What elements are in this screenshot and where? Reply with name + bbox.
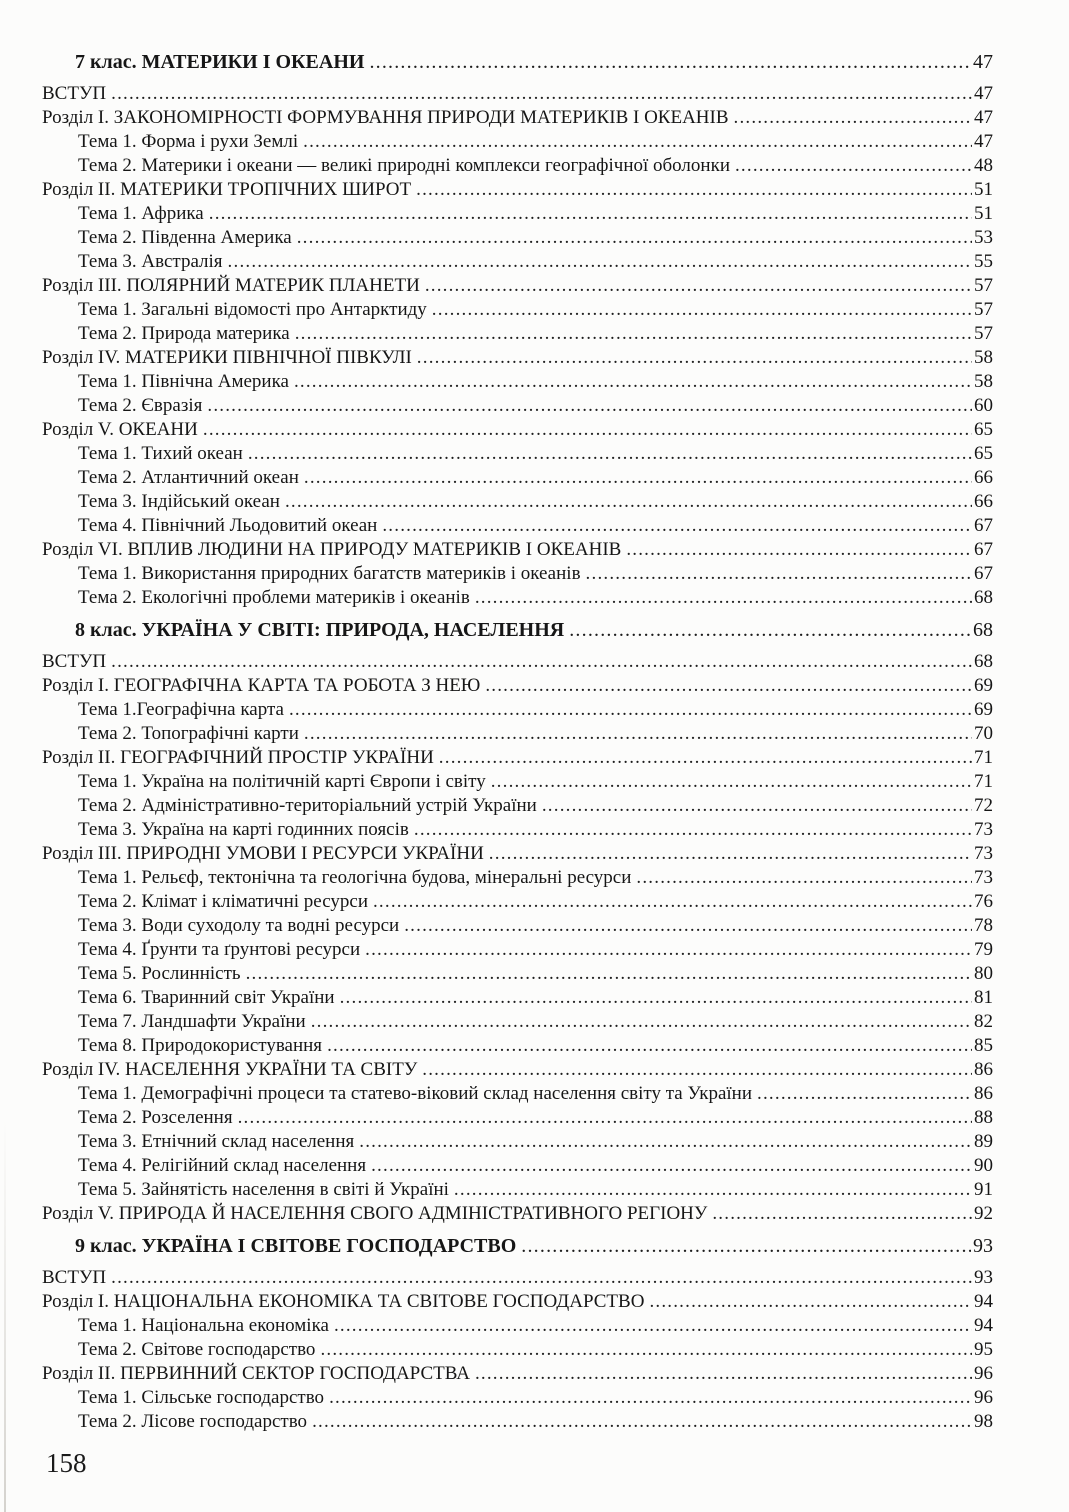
dot-leader-decoration [712,1202,972,1226]
toc-entry-title: Розділ II. ПЕРВИННИЙ СЕКТОР ГОСПОДАРСТВА [42,1363,470,1384]
toc-entry-page: 86 [974,1083,993,1104]
toc-entry-title: ВСТУП [42,83,107,104]
dot-leader-decoration [416,178,972,202]
toc-entry-title: Розділ I. ГЕОГРАФІЧНА КАРТА ТА РОБОТА З НЕЮ [42,675,481,696]
dot-leader-decoration [329,1386,972,1410]
toc-entry-title: Тема 1. Використання природних багатств материків і океанів [78,563,581,584]
toc-entry-page: 80 [974,963,993,984]
toc-entry [42,818,993,842]
dot-leader-decoration [369,50,971,74]
toc-entry-title: 9 клас. УКРАЇНА І СВІТОВЕ ГОСПОДАРСТВО [75,1235,517,1257]
toc-entry [42,1410,993,1434]
dot-leader-decoration [542,794,972,818]
dot-leader-decoration [439,746,972,770]
toc-entry-page: 66 [974,467,993,488]
toc-entry [42,154,993,178]
toc-entry-page: 68 [974,651,993,672]
dot-leader-decoration [649,1290,972,1314]
scan-edge-artifact [4,1120,6,1512]
toc-entry-page: 73 [974,867,993,888]
table-of-contents [42,50,993,1434]
toc-entry-page: 51 [974,203,993,224]
toc-entry-page: 93 [973,1235,993,1257]
dot-leader-decoration [365,938,972,962]
dot-leader-decoration [228,250,972,274]
toc-entry-title: ВСТУП [42,1267,107,1288]
toc-entry-page: 82 [974,1011,993,1032]
toc-entry [42,1314,993,1338]
toc-entry-page: 71 [974,771,993,792]
dot-leader-decoration [238,1106,972,1130]
toc-entry-page: 95 [974,1339,993,1360]
toc-entry [42,1154,993,1178]
dot-leader-decoration [304,466,972,490]
toc-entry-page: 57 [974,299,993,320]
toc-entry [42,514,993,538]
dot-leader-decoration [373,890,972,914]
toc-entry [42,274,993,298]
toc-entry-page: 47 [974,107,993,128]
toc-entry [42,538,993,562]
toc-entry-title: Тема 2. Материки і океани — великі природні комплекси географічної оболонки [78,155,730,176]
toc-entry-page: 51 [974,179,993,200]
toc-entry [42,1338,993,1362]
toc-entry [42,250,993,274]
toc-entry-title: Тема 2. Топографічні карти [78,723,299,744]
toc-entry-title: Тема 3. Етнічний склад населення [78,1131,355,1152]
dot-leader-decoration [371,1154,972,1178]
toc-entry-page: 55 [974,251,993,272]
toc-entry-page: 67 [974,515,993,536]
toc-entry-title: 8 клас. УКРАЇНА У СВІТІ: ПРИРОДА, НАСЕЛЕННЯ [75,619,565,641]
dot-leader-decoration [735,154,972,178]
toc-entry [42,722,993,746]
toc-entry [42,1362,993,1386]
toc-entry-title: Тема 4. Релігійний склад населення [78,1155,367,1176]
toc-entry-title: Тема 2. Лісове господарство [78,1411,308,1432]
dot-leader-decoration [320,1338,972,1362]
toc-entry-page: 71 [974,747,993,768]
toc-entry-page: 69 [974,675,993,696]
dot-leader-decoration [414,818,972,842]
toc-entry [42,866,993,890]
dot-leader-decoration [295,322,972,346]
toc-entry-title: Тема 1. Африка [78,203,204,224]
toc-entry [42,394,993,418]
toc-entry-title: Тема 3. Україна на карті годинних поясів [78,819,409,840]
dot-leader-decoration [425,274,972,298]
toc-entry-title: Розділ III. ПРИРОДНІ УМОВИ І РЕСУРСИ УКРАЇНИ [42,843,484,864]
toc-entry [42,178,993,202]
toc-entry [42,466,993,490]
toc-entry [42,1058,993,1082]
toc-entry-page: 93 [974,1267,993,1288]
toc-entry-page: 57 [974,275,993,296]
dot-leader-decoration [207,394,972,418]
dot-leader-decoration [340,986,972,1010]
toc-entry-title: Тема 2. Клімат і кліматичні ресурси [78,891,368,912]
toc-entry-title: 7 клас. МАТЕРИКИ І ОКЕАНИ [75,51,365,73]
toc-entry-title: Розділ VI. ВПЛИВ ЛЮДИНИ НА ПРИРОДУ МАТЕРИКІВ І ОКЕАНІВ [42,539,622,560]
dot-leader-decoration [521,1234,971,1258]
toc-entry-title: Тема 1.Географічна карта [78,699,284,720]
toc-entry [42,698,993,722]
toc-entry-page: 88 [974,1107,993,1128]
toc-entry-page: 73 [974,819,993,840]
dot-leader-decoration [311,1010,972,1034]
toc-entry-page: 65 [974,443,993,464]
toc-entry-title: Тема 3. Австралія [78,251,223,272]
dot-leader-decoration [586,562,972,586]
toc-entry [42,490,993,514]
toc-entry [42,650,993,674]
dot-leader-decoration [475,1362,972,1386]
dot-leader-decoration [489,842,972,866]
dot-leader-decoration [454,1178,972,1202]
dot-leader-decoration [248,442,972,466]
toc-entry-title: Розділ II. МАТЕРИКИ ТРОПІЧНИХ ШИРОТ [42,179,412,200]
toc-entry-page: 58 [974,347,993,368]
toc-entry-title: Тема 7. Ландшафти України [78,1011,306,1032]
dot-leader-decoration [304,722,972,746]
toc-entry-page: 48 [974,155,993,176]
dot-leader-decoration [636,866,972,890]
toc-section-header [42,50,993,74]
toc-entry-page: 89 [974,1131,993,1152]
toc-entry-page: 67 [974,563,993,584]
dot-leader-decoration [111,1266,972,1290]
toc-entry-page: 73 [974,843,993,864]
dot-leader-decoration [569,618,971,642]
toc-entry [42,1178,993,1202]
dot-leader-decoration [297,226,972,250]
toc-entry-page: 96 [974,1387,993,1408]
toc-entry-title: Розділ IV. НАСЕЛЕННЯ УКРАЇНИ ТА СВІТУ [42,1059,418,1080]
dot-leader-decoration [485,674,972,698]
toc-entry-page: 68 [973,619,993,641]
dot-leader-decoration [404,914,972,938]
toc-entry-title: Розділ I. НАЦІОНАЛЬНА ЕКОНОМІКА ТА СВІТОВЕ ГОСПОДАРСТВО [42,1291,645,1312]
dot-leader-decoration [285,490,972,514]
toc-entry [42,986,993,1010]
toc-entry-page: 90 [974,1155,993,1176]
toc-entry [42,770,993,794]
toc-entry-title: Тема 2. Атлантичний океан [78,467,299,488]
toc-entry [42,1386,993,1410]
toc-entry [42,890,993,914]
dot-leader-decoration [432,298,972,322]
toc-entry-page: 58 [974,371,993,392]
toc-entry-title: Тема 2. Екологічні проблеми материків і океанів [78,587,470,608]
dot-leader-decoration [111,82,972,106]
toc-entry-title: Тема 8. Природокористування [78,1035,323,1056]
toc-entry [42,370,993,394]
page-number: 158 [46,1448,87,1478]
dot-leader-decoration [382,514,972,538]
toc-entry-page: 72 [974,795,993,816]
toc-entry-page: 94 [974,1291,993,1312]
toc-entry-page: 67 [974,539,993,560]
toc-entry [42,346,993,370]
toc-entry-page: 70 [974,723,993,744]
toc-entry-title: Тема 1. Північна Америка [78,371,289,392]
dot-leader-decoration [303,130,972,154]
toc-entry-page: 78 [974,915,993,936]
dot-leader-decoration [334,1314,972,1338]
toc-entry [42,226,993,250]
toc-section-header [42,618,993,642]
toc-entry-title: Розділ II. ГЕОГРАФІЧНИЙ ПРОСТІР УКРАЇНИ [42,747,434,768]
toc-entry-page: 53 [974,227,993,248]
toc-entry-title: Тема 1. Рельєф, тектонічна та геологічна будова, мінеральні ресурси [78,867,632,888]
dot-leader-decoration [359,1130,972,1154]
dot-leader-decoration [626,538,972,562]
toc-entry-page: 47 [974,83,993,104]
toc-entry-title: Тема 4. Північний Льодовитий океан [78,515,378,536]
toc-entry [42,562,993,586]
toc-entry-page: 65 [974,419,993,440]
toc-entry-title: Тема 2. Розселення [78,1107,233,1128]
toc-entry [42,1266,993,1290]
toc-entry [42,442,993,466]
dot-leader-decoration [209,202,972,226]
toc-entry-title: Розділ V. ПРИРОДА Й НАСЕЛЕННЯ СВОГО АДМІНІСТРАТИВНОГО РЕГІОНУ [42,1203,708,1224]
toc-entry-title: Тема 2. Євразія [78,395,203,416]
toc-entry-title: Розділ IV. МАТЕРИКИ ПІВНІЧНОЇ ПІВКУЛІ [42,347,412,368]
toc-entry-title: Тема 5. Рослинність [78,963,241,984]
toc-entry-title: Тема 6. Тваринний світ України [78,987,335,1008]
toc-entry [42,82,993,106]
toc-entry [42,1106,993,1130]
toc-entry-page: 91 [974,1179,993,1200]
toc-entry-title: Тема 2. Природа материка [78,323,290,344]
toc-entry-page: 85 [974,1035,993,1056]
toc-entry [42,418,993,442]
toc-entry-page: 92 [974,1203,993,1224]
toc-entry [42,938,993,962]
toc-entry [42,1202,993,1226]
dot-leader-decoration [417,346,972,370]
toc-entry-title: Тема 1. Форма і рухи Землі [78,131,299,152]
toc-entry [42,130,993,154]
toc-entry [42,1082,993,1106]
toc-entry [42,914,993,938]
toc-entry-title: ВСТУП [42,651,107,672]
toc-entry-page: 69 [974,699,993,720]
toc-entry-title: Тема 1. Україна на політичній карті Європи і світу [78,771,486,792]
dot-leader-decoration [289,698,972,722]
dot-leader-decoration [294,370,972,394]
dot-leader-decoration [246,962,972,986]
dot-leader-decoration [734,106,972,130]
toc-entry-title: Тема 1. Загальні відомості про Антарктиду [78,299,427,320]
toc-entry [42,298,993,322]
toc-entry-page: 98 [974,1411,993,1432]
toc-entry-title: Розділ I. ЗАКОНОМІРНОСТІ ФОРМУВАННЯ ПРИРОДИ МАТЕРИКІВ І ОКЕАНІВ [42,107,729,128]
toc-entry-page: 68 [974,587,993,608]
toc-entry-page: 76 [974,891,993,912]
toc-entry-title: Тема 1. Тихий океан [78,443,243,464]
toc-entry-page: 60 [974,395,993,416]
toc-entry [42,586,993,610]
dot-leader-decoration [422,1058,972,1082]
toc-entry-title: Тема 1. Національна економіка [78,1315,329,1336]
toc-entry-title: Тема 3. Індійський океан [78,491,280,512]
toc-entry [42,202,993,226]
toc-entry [42,322,993,346]
toc-entry-title: Тема 2. Південна Америка [78,227,292,248]
toc-entry-title: Тема 4. Ґрунти та ґрунтові ресурси [78,939,361,960]
dot-leader-decoration [757,1082,972,1106]
toc-entry [42,1034,993,1058]
toc-entry-page: 94 [974,1315,993,1336]
toc-entry [42,1130,993,1154]
toc-entry [42,106,993,130]
toc-entry-page: 86 [974,1059,993,1080]
toc-entry-title: Тема 3. Води суходолу та водні ресурси [78,915,400,936]
toc-entry [42,746,993,770]
dot-leader-decoration [327,1034,972,1058]
toc-entry [42,1010,993,1034]
toc-entry-title: Розділ III. ПОЛЯРНИЙ МАТЕРИК ПЛАНЕТИ [42,275,420,296]
toc-entry [42,1290,993,1314]
dot-leader-decoration [312,1410,972,1434]
toc-entry-page: 47 [974,131,993,152]
toc-entry [42,794,993,818]
toc-entry-title: Тема 5. Зайнятість населення в світі й Україні [78,1179,449,1200]
toc-entry-title: Тема 2. Світове господарство [78,1339,316,1360]
toc-entry-page: 79 [974,939,993,960]
toc-entry-page: 81 [974,987,993,1008]
toc-entry-title: Тема 2. Адміністративно-територіальний устрій України [78,795,537,816]
dot-leader-decoration [491,770,972,794]
toc-entry-title: Розділ V. ОКЕАНИ [42,419,198,440]
toc-entry [42,842,993,866]
dot-leader-decoration [111,650,972,674]
toc-entry-page: 96 [974,1363,993,1384]
toc-entry-title: Тема 1. Демографічні процеси та статево-віковий склад населення світу та України [78,1083,753,1104]
toc-entry [42,962,993,986]
dot-leader-decoration [203,418,972,442]
toc-entry [42,674,993,698]
toc-entry-page: 47 [973,51,993,73]
toc-entry-page: 57 [974,323,993,344]
dot-leader-decoration [475,586,972,610]
toc-entry-page: 66 [974,491,993,512]
toc-section-header [42,1234,993,1258]
toc-entry-title: Тема 1. Сільське господарство [78,1387,325,1408]
